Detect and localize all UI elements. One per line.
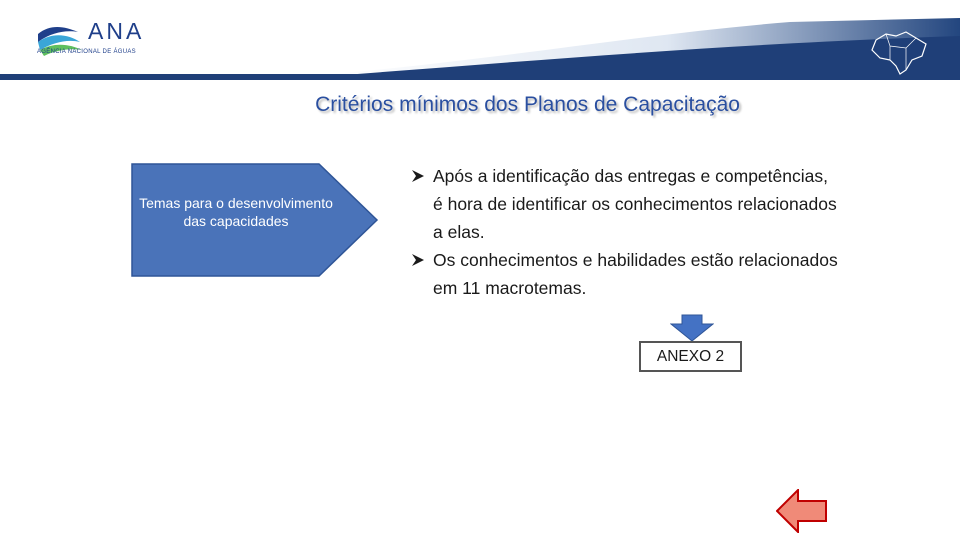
- bullet-text: Os conhecimentos e habilidades estão relacionados em 11 macrotemas.: [433, 250, 838, 298]
- annex-label: ANEXO 2: [656, 348, 725, 365]
- left-arrow-icon[interactable]: [776, 489, 828, 533]
- bullet-text: Após a identificação das entregas e competências, é hora de identificar os conhecimentos relacionados a elas.: [433, 166, 837, 242]
- pentagon-label: Temas para o desenvolvimento das capacidades: [139, 195, 333, 229]
- down-arrow-icon: [670, 314, 714, 342]
- header-bar: [0, 0, 960, 80]
- bullet-item: [410, 162, 840, 246]
- logo-text: ANA: [88, 18, 145, 44]
- brazil-map-icon: [866, 26, 930, 76]
- logo-subtitle: AGÊNCIA NACIONAL DE ÁGUAS: [37, 49, 136, 55]
- arrow-bullet-icon: [410, 162, 428, 198]
- bullet-list: [410, 162, 840, 302]
- annex-button[interactable]: [639, 341, 742, 372]
- page-title: Critérios mínimos dos Planos de Capacitação: [315, 93, 740, 116]
- arrow-bullet-icon: [410, 246, 428, 282]
- bullet-item: [410, 246, 840, 302]
